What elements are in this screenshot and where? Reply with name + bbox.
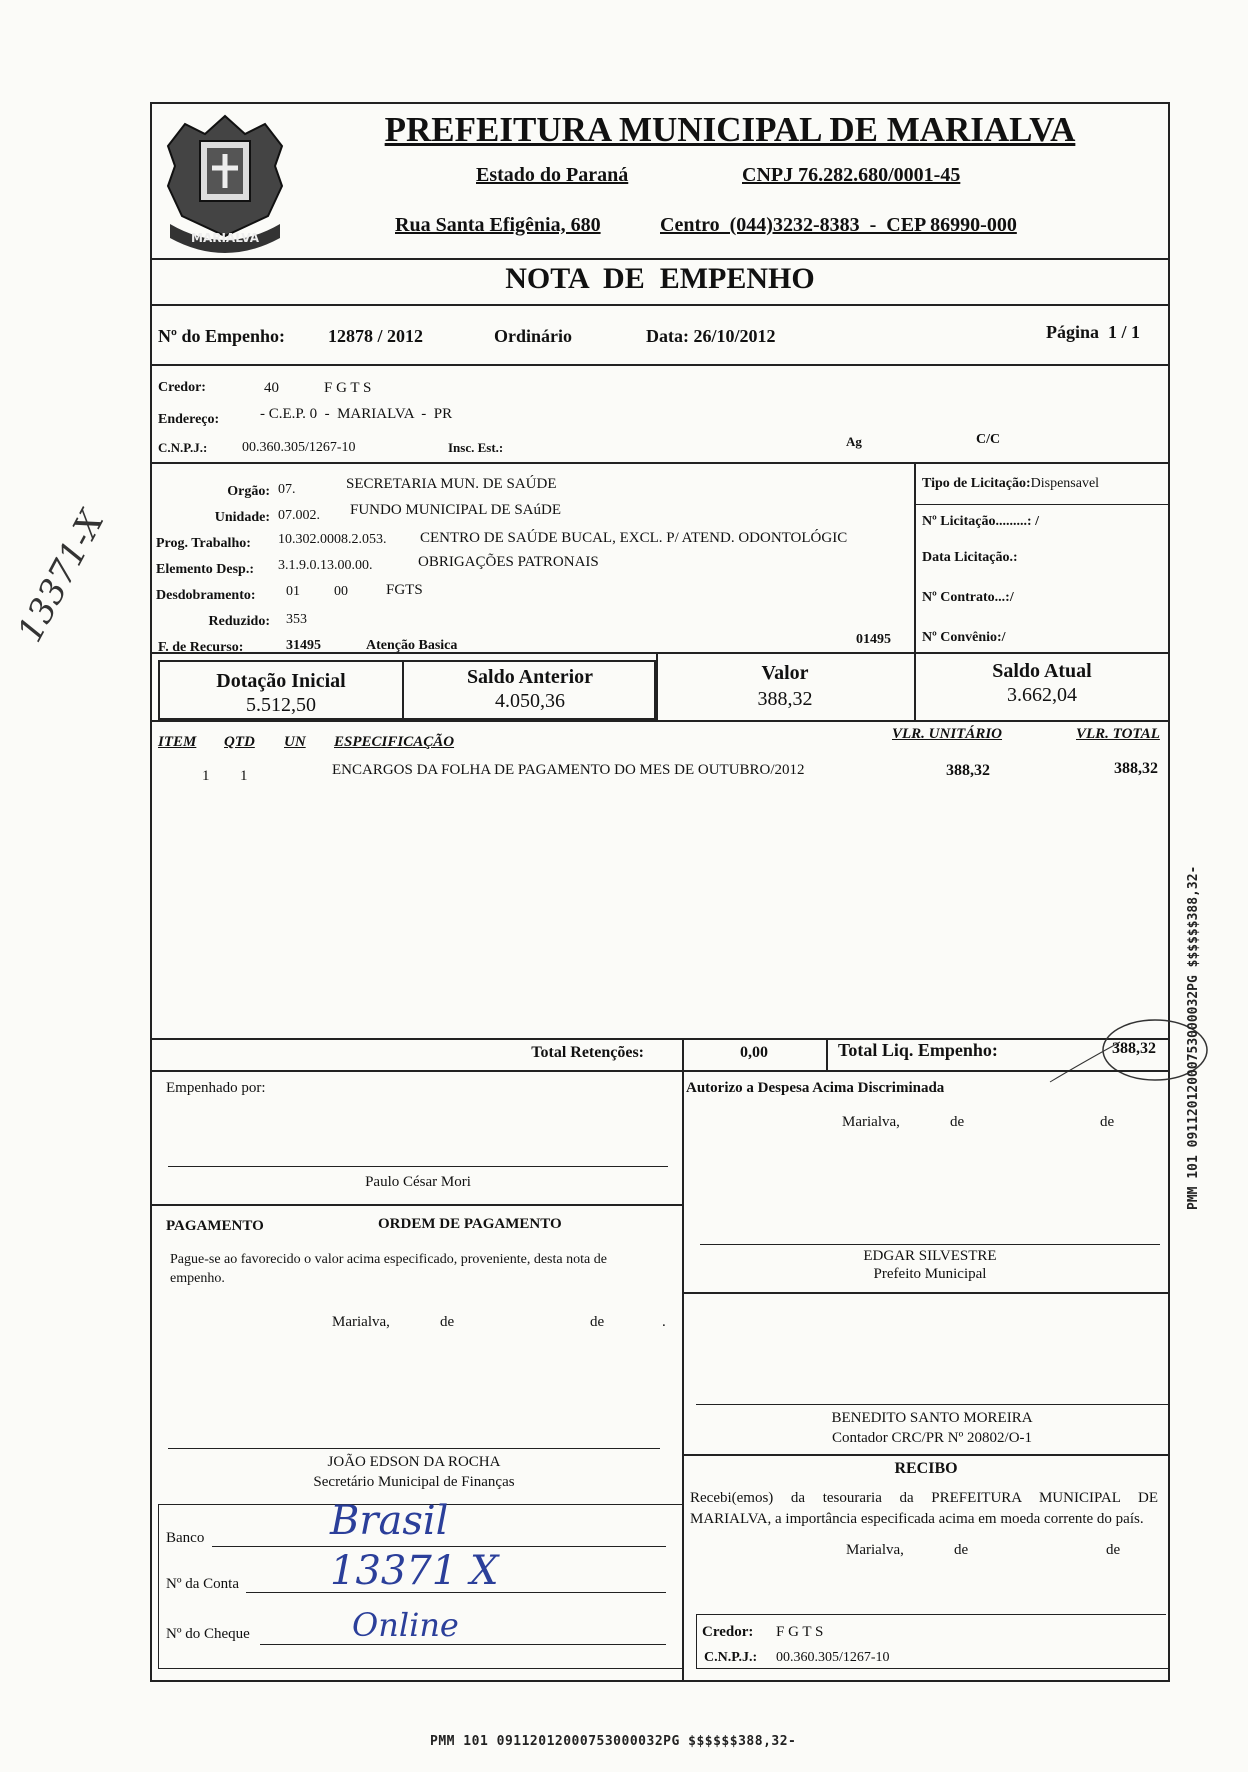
- empenho-date: Data: 26/10/2012: [646, 326, 776, 346]
- orgao-name: SECRETARIA MUN. DE SAÚDE: [346, 476, 557, 492]
- banco-label: Banco: [166, 1530, 205, 1546]
- fonte-right-code: 01495: [856, 632, 891, 647]
- recibo-de2: de: [1106, 1542, 1121, 1558]
- elemento-name: OBRIGAÇÕES PATRONAIS: [418, 554, 599, 570]
- empenhado-label: Empenhado por:: [166, 1080, 266, 1096]
- crest-logo: [150, 106, 300, 264]
- ag-label: Ag: [846, 434, 862, 449]
- pagamento-label: PAGAMENTO: [166, 1218, 264, 1234]
- orgao-code: 07.: [278, 482, 296, 497]
- reduzido-value: 353: [286, 612, 307, 627]
- address-street: Rua Santa Efigênia, 680: [395, 214, 601, 236]
- cheque-label: Nº do Cheque: [166, 1626, 250, 1642]
- unidade-name: FUNDO MUNICIPAL DE SAúDE: [350, 502, 561, 518]
- side-stamp: PMM 101 09112012000753000032PG $$$$$$388,32-: [1186, 865, 1201, 1210]
- pagamento-de2: de: [590, 1314, 605, 1330]
- convenio-number: Nº Convênio:/: [922, 630, 1006, 645]
- col-esp-header: ESPECIFICAÇÃO: [334, 734, 455, 750]
- banco-handwritten: Brasil: [330, 1498, 449, 1544]
- recibo-de1: de: [954, 1542, 969, 1558]
- recibo-credor-label: Credor:: [702, 1624, 754, 1640]
- retencoes-value: 0,00: [740, 1044, 768, 1061]
- desdobramento-name: FGTS: [386, 582, 423, 598]
- fonte-code: 31495: [286, 638, 321, 653]
- contador-name: BENEDITO SANTO MOREIRA: [831, 1410, 1033, 1426]
- contador-role: Contador CRC/PR Nº 20802/O-1: [831, 1430, 1033, 1446]
- pagamento-text: Pague-se ao favorecido o valor acima especificado, proveniente, desta nota de empenho.: [170, 1252, 607, 1286]
- credor-label: Credor:: [158, 380, 206, 395]
- cnpj-header: CNPJ 76.282.680/0001-45: [742, 164, 961, 186]
- cheque-handwritten: Online: [352, 1606, 459, 1644]
- recibo-cnpj-label: C.N.P.J.:: [704, 1650, 758, 1665]
- autorizo-city: Marialva,: [842, 1114, 900, 1130]
- cc-label: C/C: [976, 432, 1001, 447]
- secretario-role: Secretário Municipal de Finanças: [313, 1474, 515, 1490]
- col-item-header: ITEM: [158, 734, 197, 750]
- tipo-licitacao-text: Tipo de Licitação:: [922, 476, 1031, 491]
- state-name: Estado do Paraná: [476, 164, 629, 186]
- conta-handwritten: 13371 X: [330, 1548, 499, 1594]
- cnpj-label: C.N.P.J.:: [158, 440, 208, 455]
- page-number: Página 1 / 1: [1046, 322, 1141, 342]
- secretario-name: JOÃO EDSON DA ROCHA: [327, 1454, 501, 1470]
- recibo-credor-value: F G T S: [776, 1624, 824, 1640]
- contrato-number: Nº Contrato...:/: [922, 590, 1014, 605]
- empenho-type: Ordinário: [494, 326, 573, 346]
- liquido-label: Total Liq. Empenho:: [838, 1040, 998, 1060]
- recibo-title: RECIBO: [894, 1460, 958, 1477]
- licitacao-date: Data Licitação.:: [922, 550, 1018, 565]
- autorizo-de2: de: [1100, 1114, 1115, 1130]
- prog-name: CENTRO DE SAÚDE BUCAL, EXCL. P/ ATEND. ODONTOLÓGIC: [420, 530, 848, 546]
- recibo-city: Marialva,: [846, 1542, 904, 1558]
- saldo-atual-value: 3.662,04: [1007, 684, 1077, 706]
- saldo-anterior-value: 4.050,36: [495, 690, 565, 712]
- autorizo-de1: de: [950, 1114, 965, 1130]
- prog-label: Prog. Trabalho:: [156, 536, 251, 551]
- reduzido-label: Reduzido:: [208, 614, 270, 629]
- credor-cnpj: 00.360.305/1267-10: [242, 440, 356, 455]
- desdobramento-label: Desdobramento:: [156, 588, 256, 603]
- tipo-licitacao-value: Dispensavel: [1030, 476, 1100, 491]
- col-unit-header: VLR. UNITÁRIO: [892, 726, 1003, 742]
- unidade-code: 07.002.: [278, 508, 320, 523]
- desdobramento-sub: 00: [334, 584, 348, 599]
- licitacao-number: Nº Licitação.........: /: [922, 514, 1039, 529]
- fonte-label: F. de Recurso:: [158, 640, 244, 655]
- recibo-cnpj-value: 00.360.305/1267-10: [776, 1650, 890, 1665]
- row-item: 1: [202, 768, 210, 784]
- orgao-label: Orgão:: [227, 484, 270, 499]
- empenhado-name: Paulo César Mori: [365, 1174, 471, 1190]
- address-rest: Centro (044)3232-8383 - CEP 86990-000: [660, 214, 1017, 236]
- prefeitura-title: PREFEITURA MUNICIPAL DE MARIALVA: [384, 110, 1076, 149]
- col-un-header: UN: [284, 734, 306, 750]
- row-esp: ENCARGOS DA FOLHA DE PAGAMENTO DO MES DE OUTUBRO/2012: [332, 762, 805, 778]
- elemento-code: 3.1.9.0.13.00.00.: [278, 558, 373, 573]
- prefeito-name: EDGAR SILVESTRE: [863, 1248, 997, 1264]
- pagamento-city: Marialva,: [332, 1314, 390, 1330]
- prog-code: 10.302.0008.2.053.: [278, 532, 387, 547]
- pagamento-de1: de: [440, 1314, 455, 1330]
- insc-est-label: Insc. Est.:: [448, 440, 504, 455]
- elemento-label: Elemento Desp.:: [156, 562, 254, 577]
- dotacao-label: Dotação Inicial: [216, 670, 346, 692]
- credor-name: F G T S: [324, 380, 372, 396]
- credor-address: - C.E.P. 0 - MARIALVA - PR: [260, 406, 453, 422]
- empenho-num-label: Nº do Empenho:: [158, 326, 285, 346]
- circle-mark: [1040, 1012, 1210, 1092]
- margin-handwriting: 13371-X: [10, 504, 113, 649]
- autorizo-label: Autorizo a Despesa Acima Discriminada: [686, 1080, 945, 1096]
- col-qtd-header: QTD: [224, 734, 255, 750]
- document-title: NOTA DE EMPENHO: [505, 262, 815, 295]
- dotacao-value: 5.512,50: [246, 694, 316, 716]
- crest-banner-text: MARIALVA: [191, 231, 259, 245]
- valor-value: 388,32: [757, 688, 813, 710]
- valor-label: Valor: [761, 662, 809, 684]
- tipo-licitacao-label: [922, 476, 1099, 492]
- liquido-value: 388,32: [1112, 1040, 1156, 1057]
- col-total-header: VLR. TOTAL: [1076, 726, 1160, 742]
- fonte-name: Atenção Basica: [366, 638, 458, 653]
- row-unit: 388,32: [946, 762, 990, 779]
- bottom-stamp: PMM 101 09112012000753000032PG $$$$$$388,32-: [430, 1734, 797, 1749]
- conta-label: Nº da Conta: [166, 1576, 239, 1592]
- empenho-number: 12878 / 2012: [328, 326, 424, 346]
- ordem-label: ORDEM DE PAGAMENTO: [378, 1216, 562, 1232]
- row-total: 388,32: [1114, 760, 1158, 777]
- saldo-anterior-label: Saldo Anterior: [466, 666, 594, 688]
- pagamento-dot: .: [662, 1314, 666, 1330]
- credor-code: 40: [264, 380, 279, 396]
- desdobramento-code: 01: [286, 584, 300, 599]
- saldo-atual-label: Saldo Atual: [992, 660, 1092, 682]
- prefeito-role: Prefeito Municipal: [873, 1266, 987, 1282]
- unidade-label: Unidade:: [214, 510, 270, 525]
- retencoes-label: Total Retenções:: [531, 1044, 644, 1061]
- recibo-text: Recebi(emos) da tesouraria da PREFEITURA MUNICIPAL DE MARIALVA, a importância especificada acima em moeda corrente do país.: [690, 1490, 1158, 1527]
- row-qtd: 1: [240, 768, 248, 784]
- address-label: Endereço:: [158, 412, 220, 427]
